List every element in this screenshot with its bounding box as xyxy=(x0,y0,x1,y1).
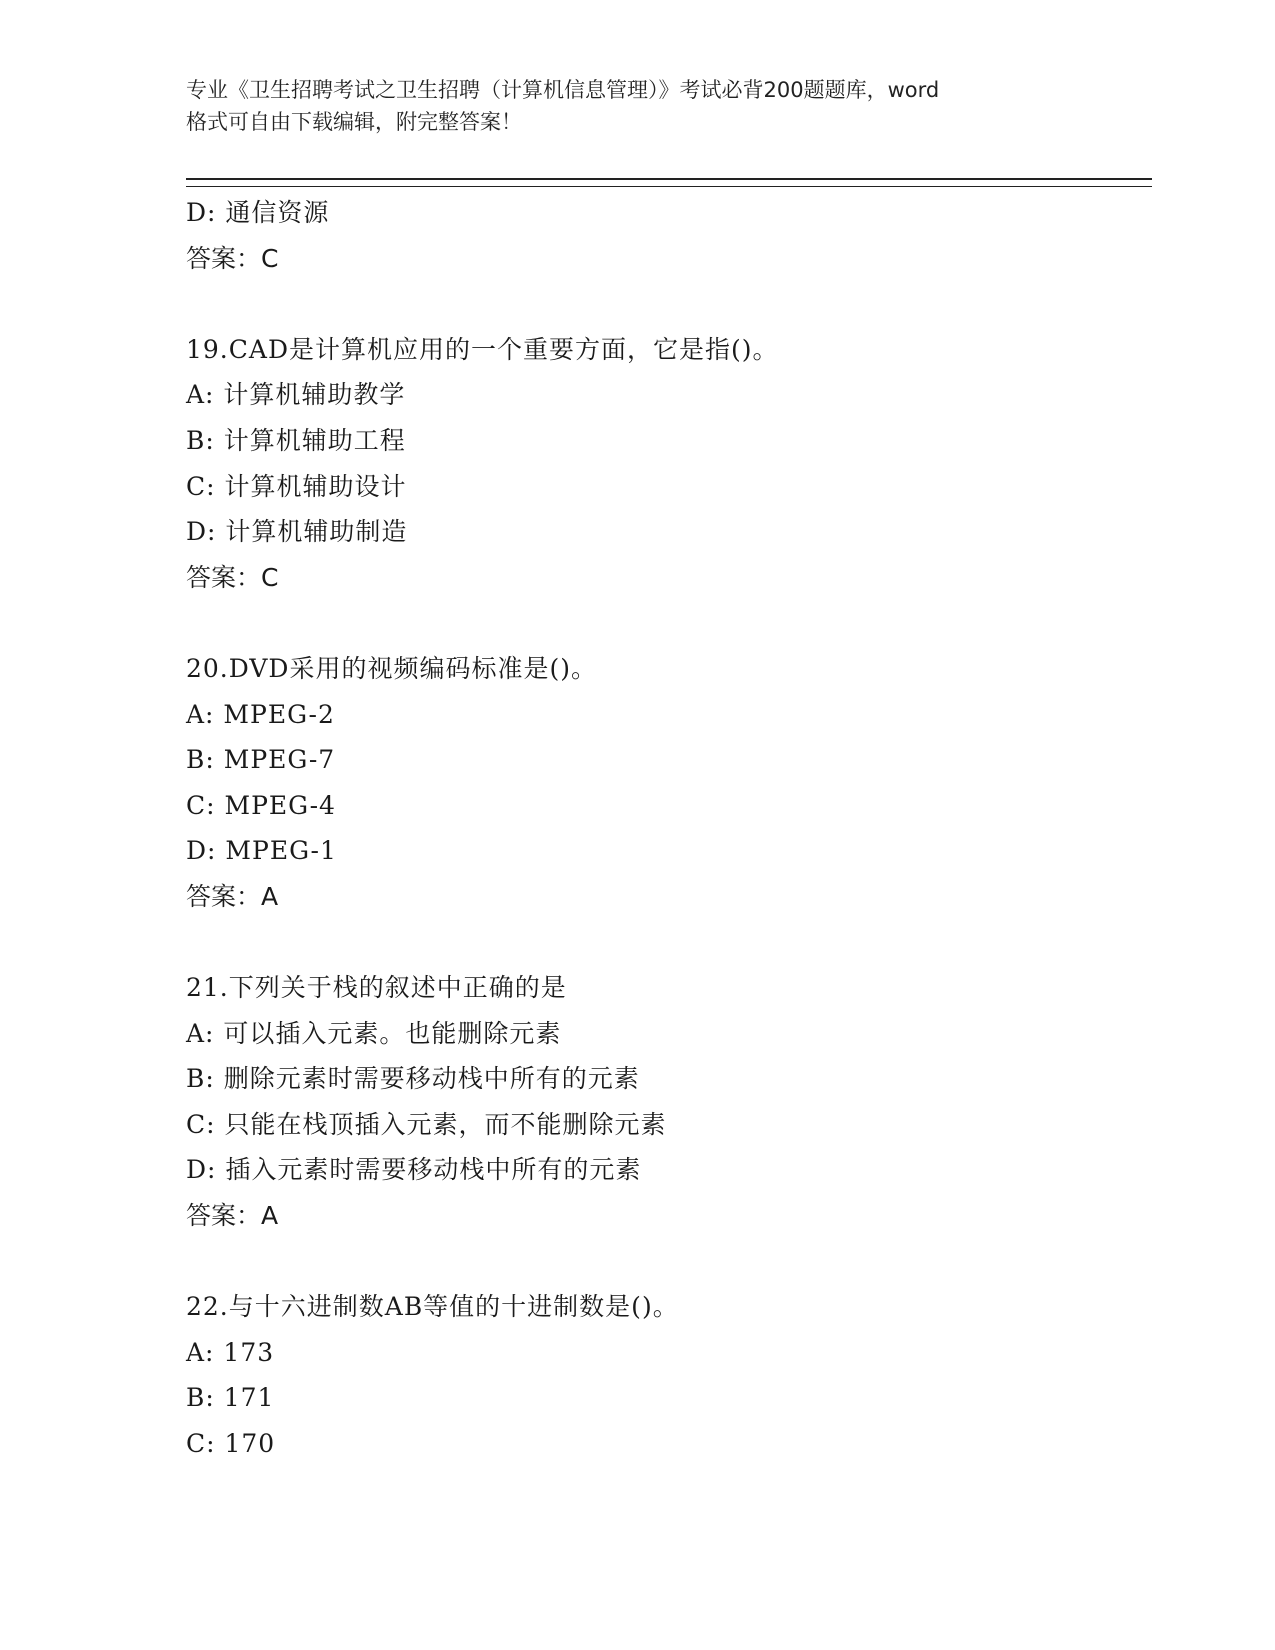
option-c: C: 170 xyxy=(186,1429,276,1459)
question-22 xyxy=(186,1284,1146,1466)
spacer xyxy=(186,281,1146,327)
option-d: D: 通信资源 xyxy=(186,198,330,227)
question-stem: 22.与十六进制数AB等值的十进制数是()。 xyxy=(186,1292,679,1322)
option-b: B: 删除元素时需要移动栈中所有的元素 xyxy=(186,1064,640,1094)
answer-line: 答案：A xyxy=(186,1201,279,1231)
option-a: A: MPEG-2 xyxy=(186,699,335,729)
question-list xyxy=(186,190,1146,1467)
answer-line: 答案：C xyxy=(186,243,279,273)
option-b: B: 计算机辅助工程 xyxy=(186,425,406,455)
header-line-1: 专业《卫生招聘考试之卫生招聘（计算机信息管理）》考试必背200题题库，word xyxy=(186,78,940,102)
question-19 xyxy=(186,327,1146,601)
header-line-2: 格式可自由下载编辑，附完整答案！ xyxy=(186,110,522,134)
question-stem: 20.DVD采用的视频编码标准是()。 xyxy=(186,653,597,683)
option-b: B: MPEG-7 xyxy=(186,745,336,775)
spacer xyxy=(186,1239,1146,1285)
option-a: A: 173 xyxy=(186,1337,275,1367)
header-divider xyxy=(186,178,1152,187)
option-c: C: MPEG-4 xyxy=(186,790,336,820)
question-stem: 21.下列关于栈的叙述中正确的是 xyxy=(186,973,567,1003)
answer-line: 答案：C xyxy=(186,562,279,592)
lead-fragment xyxy=(186,190,1146,281)
answer-line: 答案：A xyxy=(186,881,279,911)
option-c: C: 只能在栈顶插入元素，而不能删除元素 xyxy=(186,1109,667,1139)
option-d: D: 计算机辅助制造 xyxy=(186,517,408,547)
spacer xyxy=(186,600,1146,646)
option-c: C: 计算机辅助设计 xyxy=(186,471,407,501)
document-header xyxy=(186,74,1086,138)
question-stem: 19.CAD是计算机应用的一个重要方面，它是指()。 xyxy=(186,334,779,364)
option-d: D: 插入元素时需要移动栈中所有的元素 xyxy=(186,1155,642,1185)
question-20 xyxy=(186,646,1146,920)
spacer xyxy=(186,920,1146,966)
option-b: B: 171 xyxy=(186,1383,275,1413)
question-21 xyxy=(186,965,1146,1239)
option-d: D: MPEG-1 xyxy=(186,836,337,866)
option-a: A: 可以插入元素。也能删除元素 xyxy=(186,1018,562,1048)
option-a: A: 计算机辅助教学 xyxy=(186,380,406,410)
